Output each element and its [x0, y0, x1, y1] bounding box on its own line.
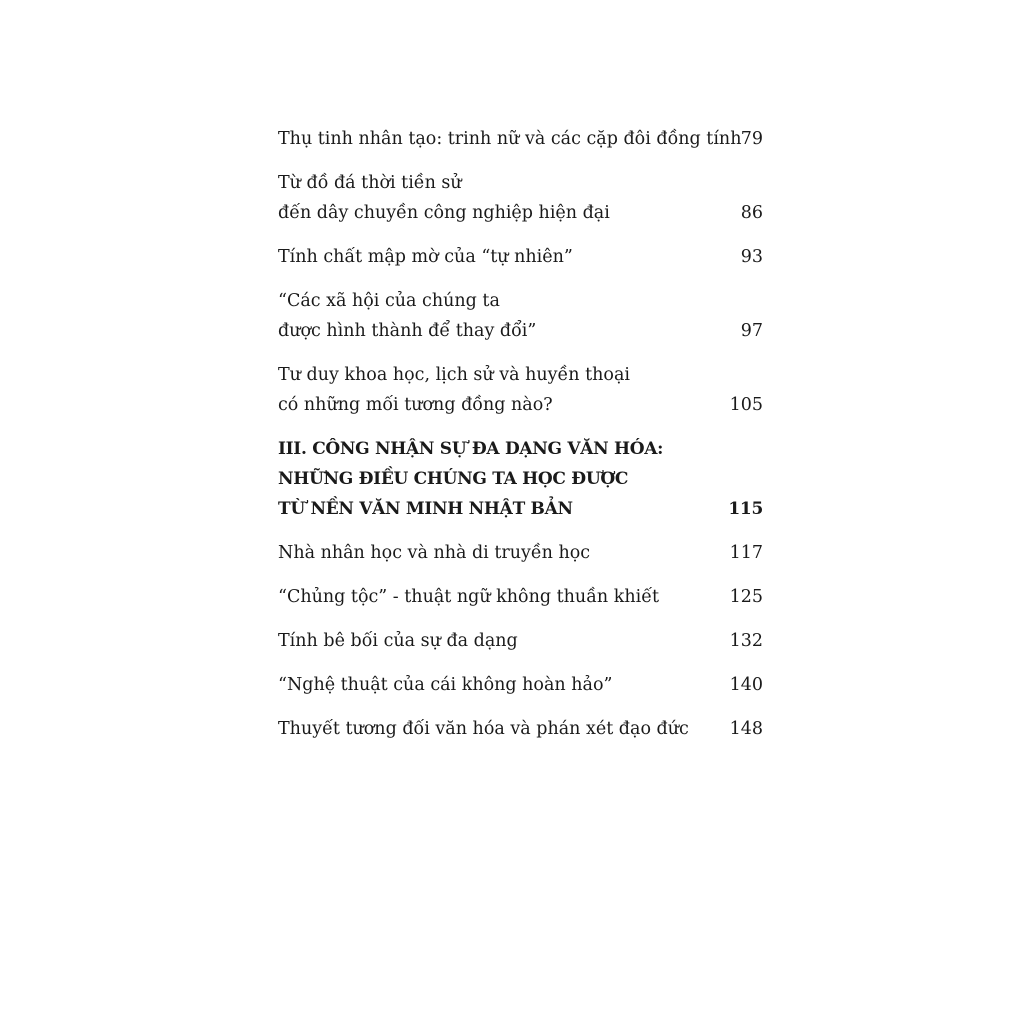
toc-section-heading	[278, 434, 763, 524]
toc-entry-title: Tính chất mập mờ của “tự nhiên”	[278, 247, 573, 267]
toc-entry	[278, 168, 763, 228]
toc-entry-page: 125	[729, 587, 763, 607]
toc-entry-title: Thụ tinh nhân tạo: trinh nữ và các cặp đôi đồng tính	[278, 129, 742, 149]
toc-section-title: III. CÔNG NHẬN SỰ ĐA DẠNG VĂN HÓA:	[278, 439, 664, 459]
toc-entry	[278, 242, 763, 272]
toc-section-title: NHỮNG ĐIỀU CHÚNG TA HỌC ĐƯỢC	[278, 469, 629, 489]
toc-entry-page: 140	[729, 675, 763, 695]
toc-section-title: TỪ NỀN VĂN MINH NHẬT BẢN	[278, 499, 573, 519]
toc-section-page: 115	[728, 499, 763, 519]
toc-entry	[278, 360, 763, 420]
toc-entry-title: Nhà nhân học và nhà di truyền học	[278, 543, 591, 563]
toc-entry-title: “Các xã hội của chúng ta	[278, 291, 500, 311]
toc-entry-title: “Nghệ thuật của cái không hoàn hảo”	[278, 675, 613, 695]
toc-entry	[278, 670, 763, 700]
toc-entry-page: 79	[740, 129, 763, 149]
toc-entry-page: 132	[729, 631, 763, 651]
toc-entry-title: Tư duy khoa học, lịch sử và huyền thoại	[278, 365, 630, 385]
toc-entry-title: Tính bê bối của sự đa dạng	[278, 631, 518, 651]
toc-entry	[278, 714, 763, 744]
toc-entry-page: 105	[729, 395, 763, 415]
toc-entry-page: 117	[729, 543, 763, 563]
toc-entry-title: đến dây chuyền công nghiệp hiện đại	[278, 203, 610, 223]
toc-entry-page: 86	[740, 203, 763, 223]
table-of-contents	[278, 124, 763, 758]
toc-entry-page: 93	[740, 247, 763, 267]
toc-entry	[278, 626, 763, 656]
toc-entry	[278, 582, 763, 612]
toc-entry-page: 97	[740, 321, 763, 341]
toc-entry-title: Từ đồ đá thời tiền sử	[278, 173, 462, 193]
toc-entry	[278, 538, 763, 568]
toc-entry-title: được hình thành để thay đổi”	[278, 321, 537, 341]
toc-entry	[278, 286, 763, 346]
toc-entry-page: 148	[729, 719, 763, 739]
toc-entry	[278, 124, 763, 154]
toc-entry-title: “Chủng tộc” - thuật ngữ không thuần khiết	[278, 587, 660, 607]
toc-entry-title: có những mối tương đồng nào?	[278, 395, 553, 415]
toc-entry-title: Thuyết tương đối văn hóa và phán xét đạo đức	[278, 719, 689, 739]
